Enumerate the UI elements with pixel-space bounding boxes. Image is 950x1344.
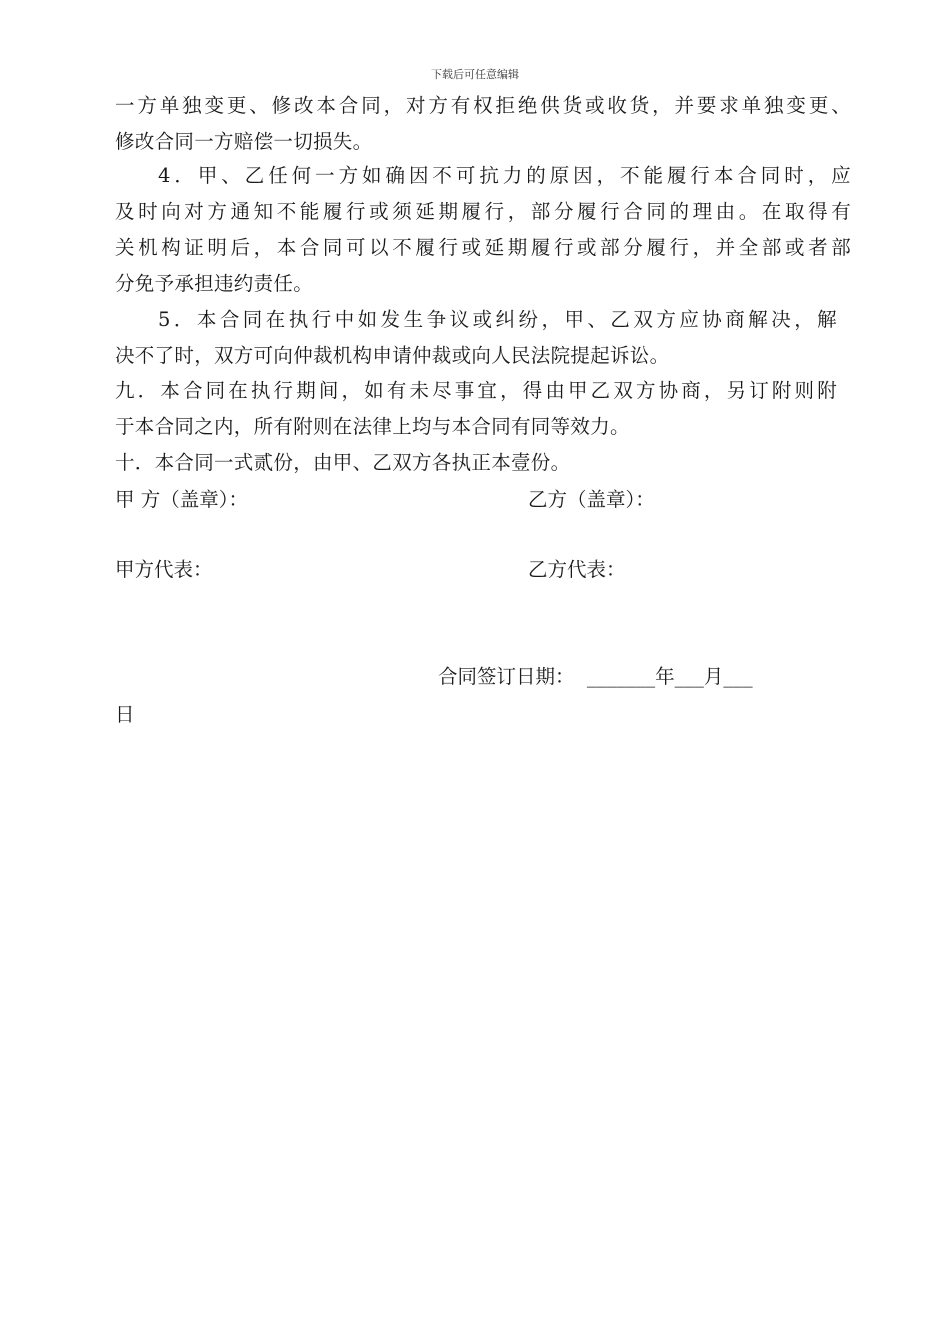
party-a-rep-label: 甲方代表： — [115, 558, 213, 581]
body-line: 4．甲、乙任何一方如确因不可抗力的原因，不能履行本合同时，应 — [158, 164, 851, 187]
party-b-rep-label: 乙方代表： — [528, 558, 626, 581]
body-line: 一方单独变更、修改本合同，对方有权拒绝供货或收货，并要求单独变更、 — [115, 94, 851, 117]
body-line: 于本合同之内，所有附则在法律上均与本合同有同等效力。 — [115, 415, 630, 438]
body-line: 分免予承担违约责任。 — [115, 272, 314, 295]
body-line: 5．本合同在执行中如发生争议或纠纷，甲、乙双方应协商解决，解 — [158, 308, 837, 331]
party-a-seal-label: 甲 方（盖章）： — [115, 488, 248, 511]
body-line: 九．本合同在执行期间，如有未尽事宜，得由甲乙双方协商，另订附则附 — [115, 379, 837, 402]
body-line: 及时向对方通知不能履行或须延期履行，部分履行合同的理由。在取得有 — [115, 200, 851, 223]
body-line: 决不了时，双方可向仲裁机构申请仲裁或向人民法院提起诉讼。 — [115, 344, 670, 367]
body-line: 关机构证明后，本合同可以不履行或延期履行或部分履行，并全部或者部 — [115, 236, 851, 259]
page-header-note: 下载后可任意编辑 — [431, 68, 519, 81]
body-line: 修改合同一方赔偿一切损失。 — [115, 130, 373, 153]
signing-date-day: 日 — [115, 703, 135, 726]
signing-date-line: 合同签订日期： _______年___月___ — [438, 665, 753, 688]
party-b-seal-label: 乙方（盖章）： — [528, 488, 655, 511]
body-line: 十．本合同一式贰份，由甲、乙双方各执正本壹份。 — [115, 451, 571, 474]
